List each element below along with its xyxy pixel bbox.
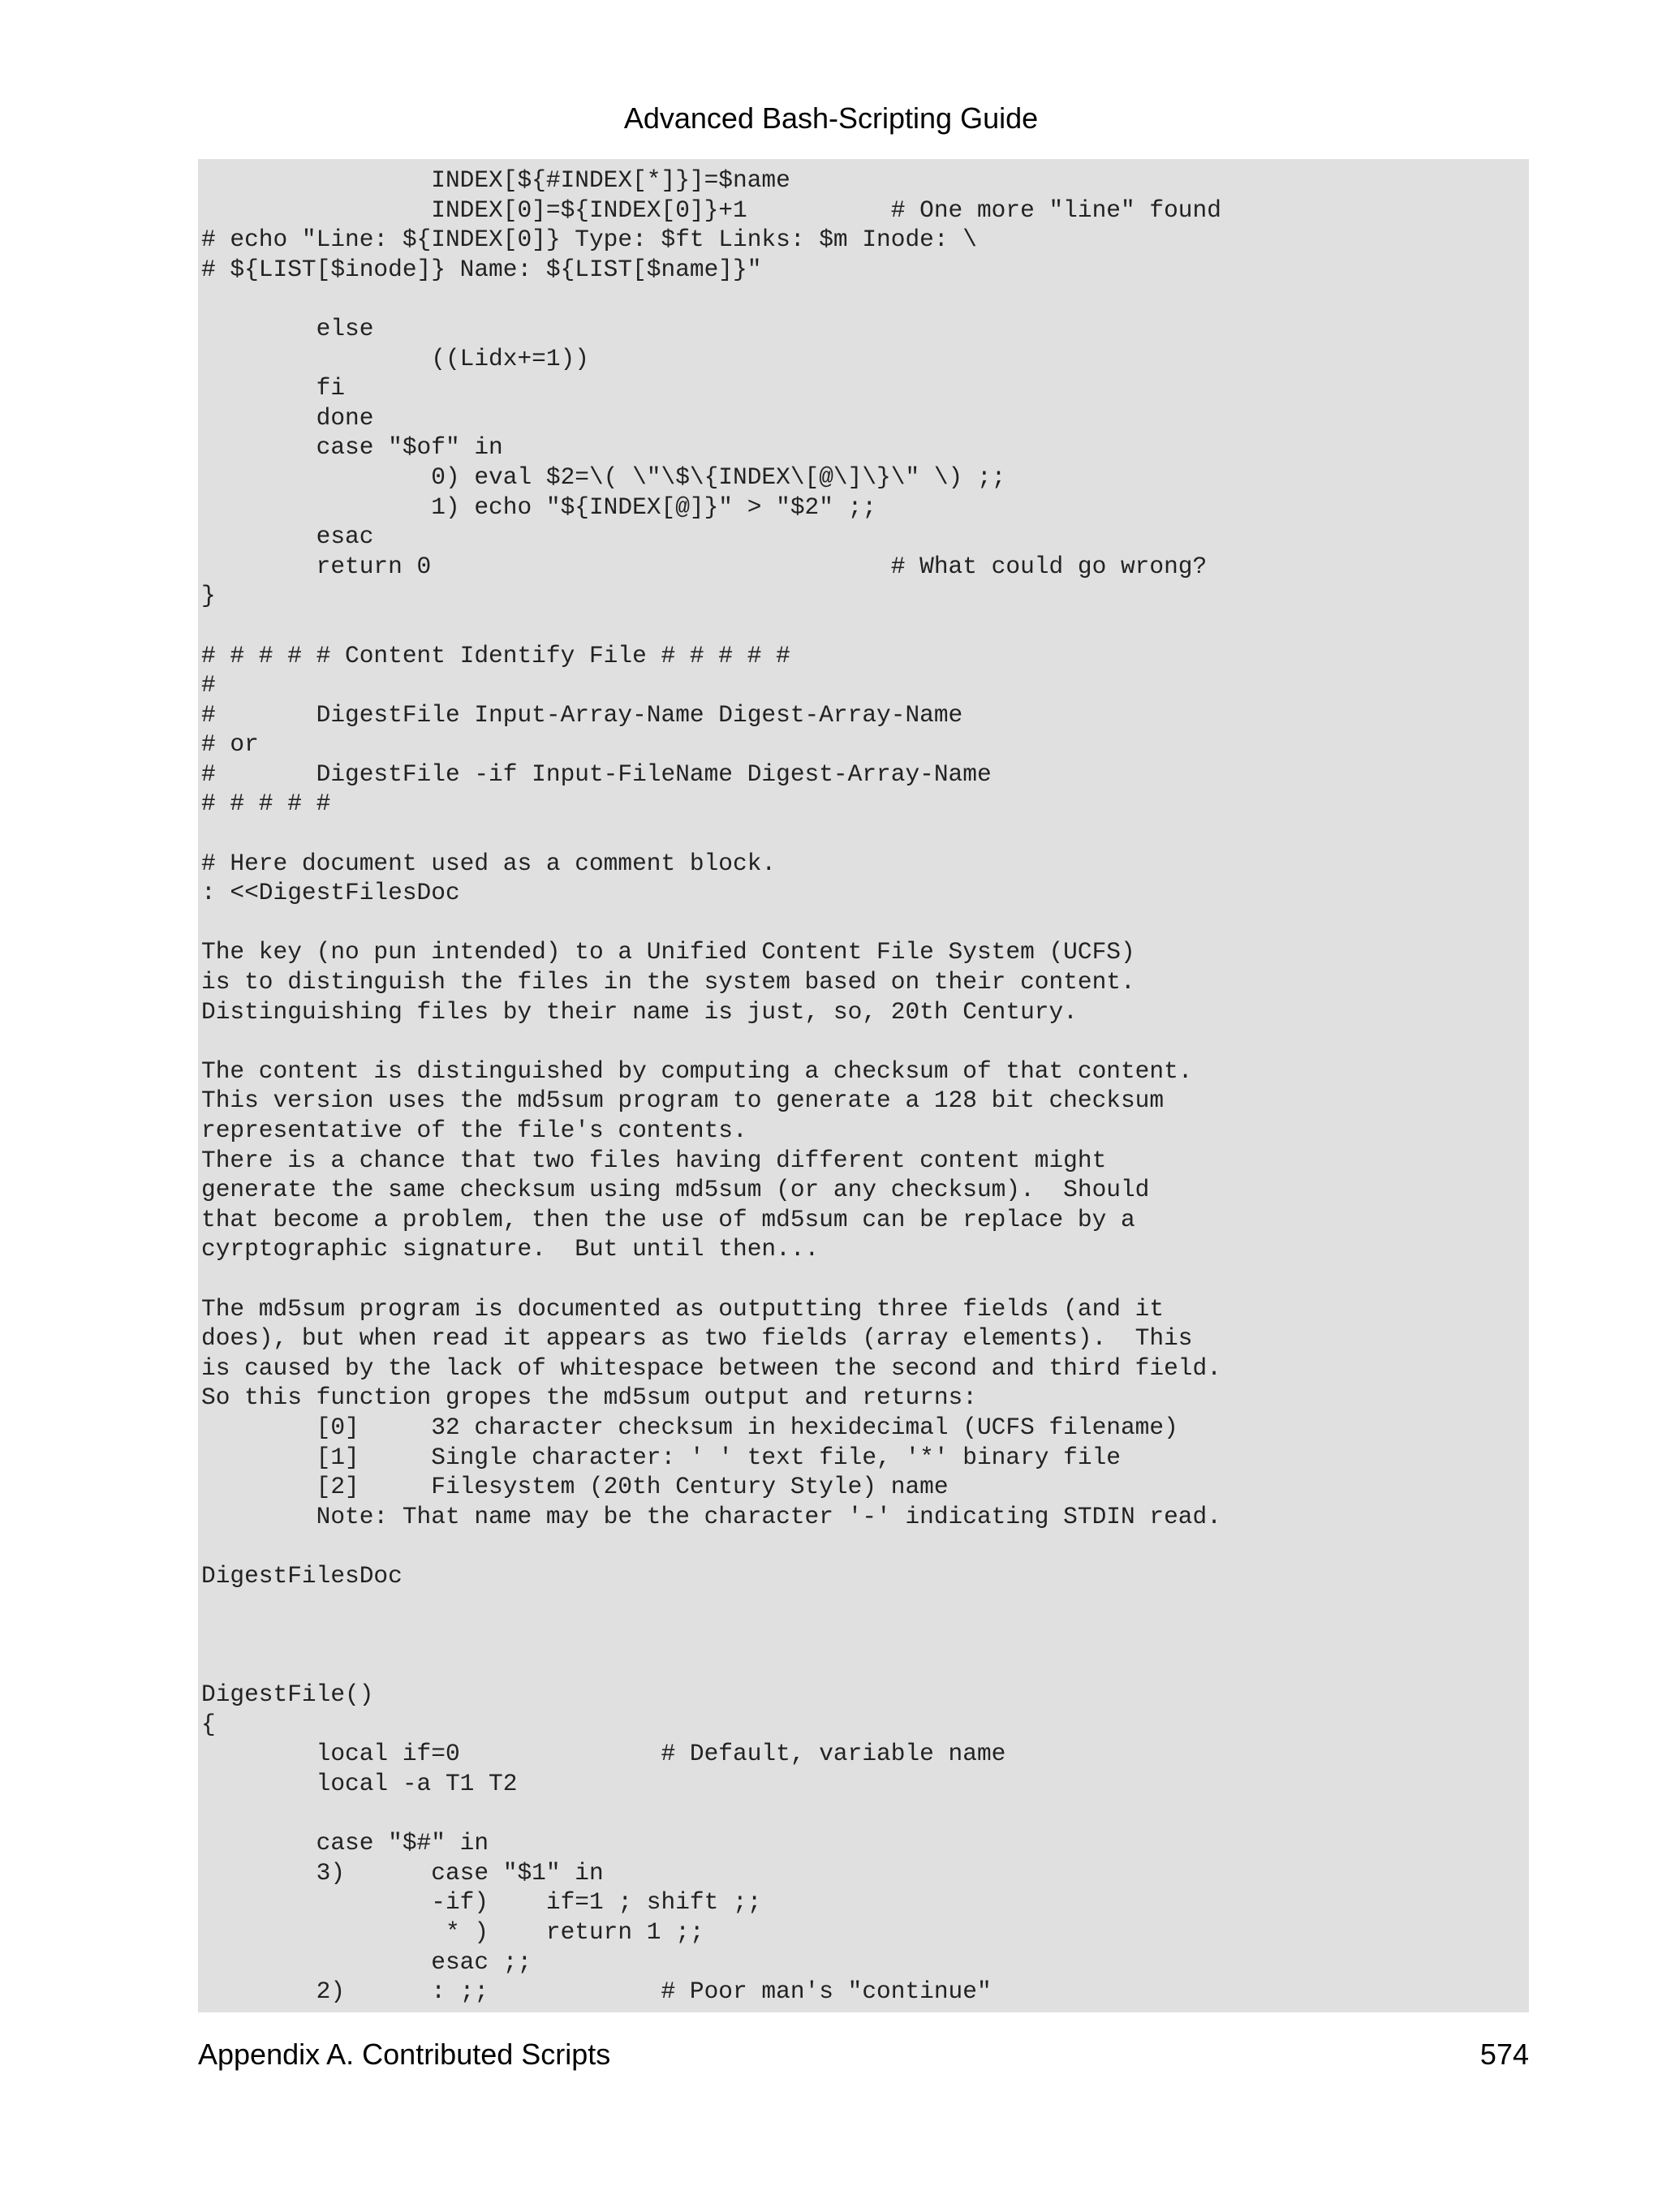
code-listing-text: INDEX[${#INDEX[*]}]=$name INDEX[0]=${INDEX[0]}+1 # One more "line" found # echo "Line: ${INDEX[0]} Type: $ft Links: $m Inode: \ # ${LIST[$inode]} Name: ${LIST[$name]}" else ((Lidx+=1)) fi done case "$of" in 0) eval $2=\( \"\$\{INDEX\[@\]\}\" \) ;; 1) echo "${INDEX[@]}" > "$2" ;; esac return 0 # What could go wrong? } # # # # # Content Identify File # # # # # # # DigestFile Input-Array-Name Digest-Array-Name # or # DigestFile -if Input-FileName Digest-Array-Name # # # # # # Here document used as a comment block. : <<DigestFilesDoc The key (no pun intended) to a Unified Content File System (UCFS) is to distinguish the files in the system based on their content. Distinguishing files by their name is just, so, 20th Century. The content is distinguished by computing a checksum of that content. This version uses the md5sum program to generate a 128 bit checksum representative of the file's contents. There is a chance that two files having different content might generate the same checksum using md5sum (or any checksum). Should that become a problem, then the use of md5sum can be replace by a cyrptographic signature. But until then... The md5sum program is documented as outputting three fields (and it does), but when read it appears as two fields (array elements). This is caused by the lack of whitespace between the second and third field. So this function gropes the md5sum output and returns: [0] 32 character checksum in hexidecimal (UCFS filename) [1] Single character: ' ' text file, '*' binary file [2] Filesystem (20th Century Style) name Note: That name may be the character '-' indicating STDIN read. DigestFilesDoc DigestFile() { local if=0 # Default, variable name local -a T1 T2 case "$#" in 3) case "$1" in -if) if=1 ; shift ;; * ) return 1 ;; esac ;; 2) : ;; # Poor man's "continue": [201, 166, 1221, 2006]
footer-section-title: Appendix A. Contributed Scripts: [198, 2038, 611, 2071]
footer-page-number: 574: [1479, 2038, 1529, 2071]
page-header-title: Advanced Bash-Scripting Guide: [623, 101, 1039, 135]
code-listing-block: [198, 159, 1529, 2012]
